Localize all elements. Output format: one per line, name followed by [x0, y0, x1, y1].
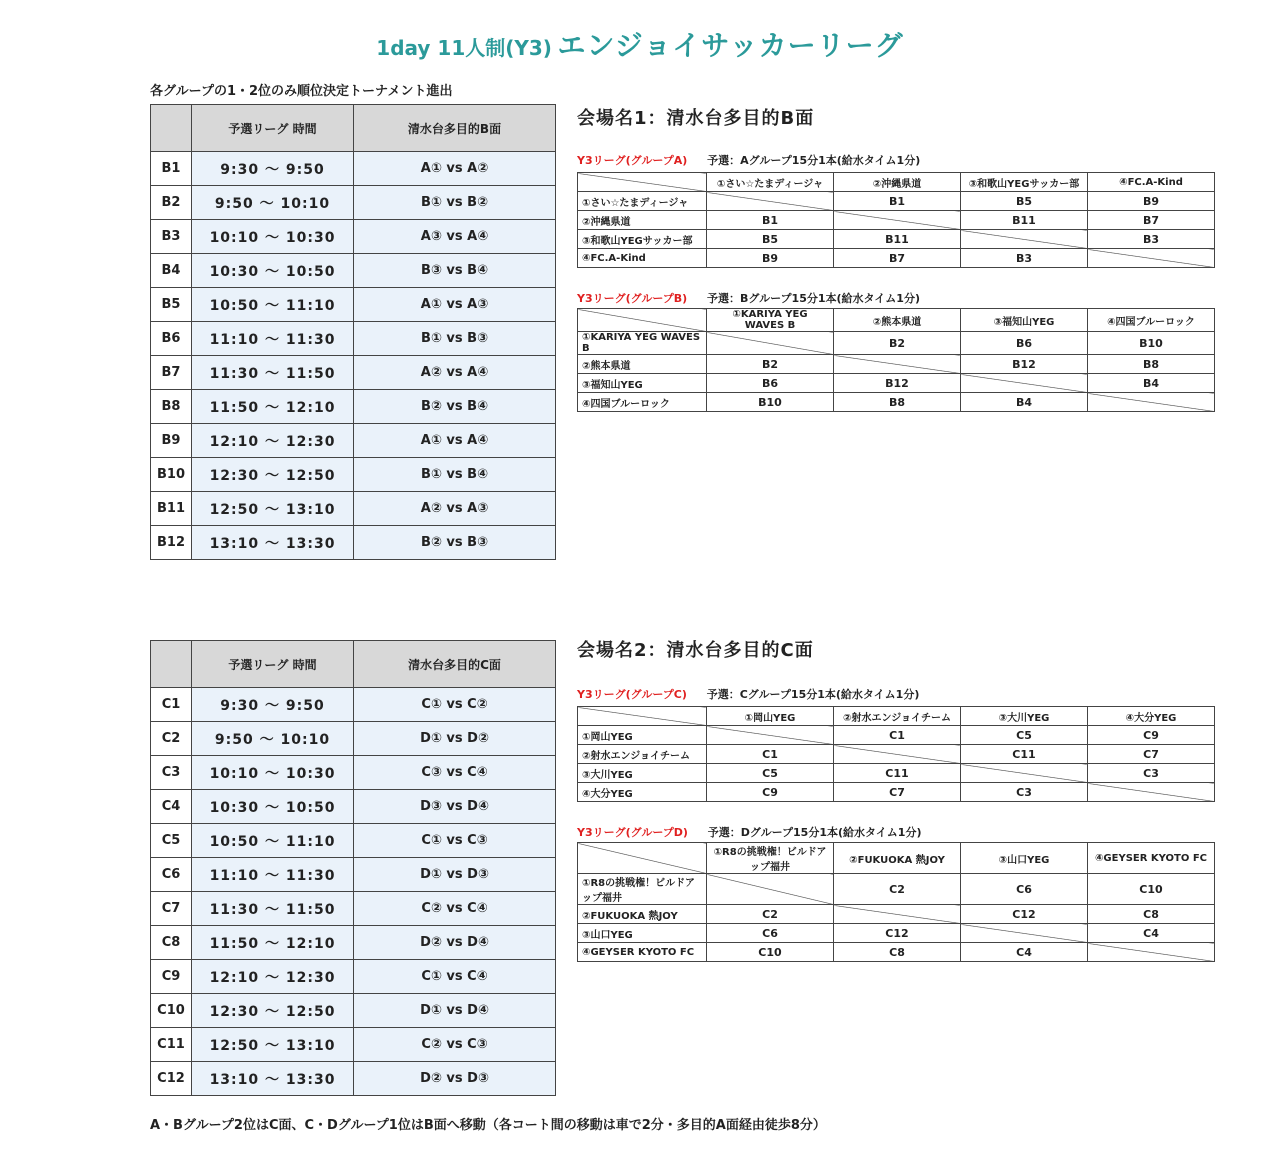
grid-self-cell	[961, 374, 1088, 393]
grid-team-row-label: ③大川YEG	[578, 764, 707, 783]
grid-match-cell: C5	[961, 726, 1088, 745]
grid-match-cell: B1	[834, 192, 961, 211]
grid-team-header: ②射水エンジョイチーム	[834, 707, 961, 726]
group-c-label	[577, 686, 919, 702]
grid-team-row-label: ②熊本県道	[578, 355, 707, 374]
match-id: B8	[151, 390, 192, 424]
grid-team-header: ④GEYSER KYOTO FC	[1088, 843, 1215, 874]
match-pairing: B① vs B④	[354, 458, 556, 492]
match-pairing: B② vs B③	[354, 526, 556, 560]
match-id: C5	[151, 824, 192, 858]
grid-team-header: ④四国ブルーロック	[1088, 309, 1215, 332]
match-id: B4	[151, 254, 192, 288]
group-d-desc: 予選：Dグループ15分1本(給水タイム1分)	[707, 826, 922, 839]
grid-match-cell: C10	[707, 943, 834, 962]
grid-match-cell: C3	[1088, 764, 1215, 783]
grid-team-header: ①岡山YEG	[707, 707, 834, 726]
header-court: 清水台多目的C面	[354, 641, 556, 688]
grid-team-header: ④FC.A-Kind	[1088, 173, 1215, 192]
grid-corner	[578, 707, 707, 726]
match-id: B5	[151, 288, 192, 322]
match-id: C10	[151, 994, 192, 1028]
header-id	[151, 105, 192, 152]
grid-match-cell: B5	[707, 230, 834, 249]
grid-self-cell	[707, 332, 834, 355]
grid-team-header: ①さい☆たまディージャ	[707, 173, 834, 192]
grid-match-cell: C11	[834, 764, 961, 783]
title-prefix: 1day 11人制(Y3)	[376, 36, 552, 60]
match-pairing: D① vs D④	[354, 994, 556, 1028]
group-a-name: Y3リーグ(グループA)	[577, 154, 688, 167]
match-time: 10:10 ～ 10:30	[192, 220, 354, 254]
grid-match-cell: B3	[961, 249, 1088, 268]
grid-team-row-label: ③山口YEG	[578, 924, 707, 943]
match-pairing: D② vs D③	[354, 1062, 556, 1096]
schedule-row	[151, 756, 556, 790]
match-pairing: D① vs D③	[354, 858, 556, 892]
grid-self-cell	[961, 230, 1088, 249]
grid-header-row	[578, 309, 1215, 332]
grid-match-cell: B3	[1088, 230, 1215, 249]
grid-row	[578, 374, 1215, 393]
grid-row	[578, 745, 1215, 764]
match-time: 9:50 ～ 10:10	[192, 722, 354, 756]
match-time: 11:50 ～ 12:10	[192, 390, 354, 424]
grid-team-header: ②熊本県道	[834, 309, 961, 332]
grid-team-row-label: ①岡山YEG	[578, 726, 707, 745]
match-time: 10:30 ～ 10:50	[192, 790, 354, 824]
match-id: B10	[151, 458, 192, 492]
grid-match-cell: C9	[1088, 726, 1215, 745]
group-b-label	[577, 290, 920, 306]
grid-header-row	[578, 173, 1215, 192]
group-d-table	[577, 842, 1215, 962]
grid-match-cell: C8	[1088, 905, 1215, 924]
schedule-row	[151, 254, 556, 288]
schedule-row	[151, 186, 556, 220]
grid-match-cell: B6	[707, 374, 834, 393]
grid-match-cell: C2	[834, 874, 961, 905]
match-pairing: B③ vs B④	[354, 254, 556, 288]
grid-row	[578, 783, 1215, 802]
grid-team-row-label: ④FC.A-Kind	[578, 249, 707, 268]
match-id: C8	[151, 926, 192, 960]
grid-team-header: ①KARIYA YEG WAVES B	[707, 309, 834, 332]
match-pairing: D① vs D②	[354, 722, 556, 756]
match-id: C1	[151, 688, 192, 722]
grid-match-cell: C12	[834, 924, 961, 943]
match-time: 12:50 ～ 13:10	[192, 1028, 354, 1062]
match-pairing: A③ vs A④	[354, 220, 556, 254]
group-a-desc: 予選：Aグループ15分1本(給水タイム1分)	[707, 154, 921, 167]
header-time: 予選リーグ 時間	[192, 641, 354, 688]
grid-self-cell	[707, 874, 834, 905]
grid-match-cell: B8	[834, 393, 961, 412]
group-a-label	[577, 152, 920, 168]
grid-row	[578, 355, 1215, 374]
grid-row	[578, 332, 1215, 355]
schedule-row	[151, 492, 556, 526]
schedule-row	[151, 152, 556, 186]
grid-match-cell: C12	[961, 905, 1088, 924]
match-pairing: C② vs C③	[354, 1028, 556, 1062]
schedule-row	[151, 994, 556, 1028]
match-id: B1	[151, 152, 192, 186]
grid-match-cell: B10	[707, 393, 834, 412]
group-d-name: Y3リーグ(グループD)	[577, 826, 688, 839]
match-pairing: C① vs C②	[354, 688, 556, 722]
match-time: 11:30 ～ 11:50	[192, 892, 354, 926]
grid-row	[578, 924, 1215, 943]
schedule-row	[151, 356, 556, 390]
header-id	[151, 641, 192, 688]
grid-header-row	[578, 707, 1215, 726]
schedule-row	[151, 424, 556, 458]
schedule-row	[151, 722, 556, 756]
grid-row	[578, 192, 1215, 211]
grid-self-cell	[1088, 783, 1215, 802]
group-c-desc: 予選：Cグループ15分1本(給水タイム1分)	[706, 688, 920, 701]
match-pairing: B① vs B③	[354, 322, 556, 356]
grid-team-header: ③和歌山YEGサッカー部	[961, 173, 1088, 192]
match-time: 10:50 ～ 11:10	[192, 824, 354, 858]
grid-match-cell: B12	[961, 355, 1088, 374]
grid-team-header: ③山口YEG	[961, 843, 1088, 874]
grid-match-cell: C11	[961, 745, 1088, 764]
schedule-row	[151, 1028, 556, 1062]
note-bottom: A・Bグループ2位はC面、C・Dグループ1位はB面へ移動（各コート間の移動は車で2分・多目的A面経由徒歩8分）	[150, 1118, 826, 1133]
match-pairing: D② vs D④	[354, 926, 556, 960]
grid-match-cell: B8	[1088, 355, 1215, 374]
grid-match-cell: B4	[961, 393, 1088, 412]
grid-row	[578, 249, 1215, 268]
grid-team-row-label: ①R8の挑戦権！ビルドアップ福井	[578, 874, 707, 905]
match-time: 12:30 ～ 12:50	[192, 994, 354, 1028]
match-pairing: C① vs C③	[354, 824, 556, 858]
grid-header-row	[578, 843, 1215, 874]
grid-team-header: ③大川YEG	[961, 707, 1088, 726]
venue-title-1: 会場名1：清水台多目的B面	[577, 108, 815, 129]
match-pairing: A① vs A②	[354, 152, 556, 186]
grid-corner	[578, 843, 707, 874]
grid-self-cell	[834, 355, 961, 374]
schedule-row	[151, 390, 556, 424]
grid-self-cell	[707, 726, 834, 745]
schedule-row	[151, 688, 556, 722]
grid-corner	[578, 309, 707, 332]
schedule-row	[151, 526, 556, 560]
grid-team-row-label: ②沖縄県道	[578, 211, 707, 230]
schedule-row	[151, 858, 556, 892]
grid-match-cell: C2	[707, 905, 834, 924]
grid-team-row-label: ④大分YEG	[578, 783, 707, 802]
match-pairing: A② vs A③	[354, 492, 556, 526]
grid-match-cell: B11	[834, 230, 961, 249]
grid-team-row-label: ④四国ブルーロック	[578, 393, 707, 412]
match-time: 11:10 ～ 11:30	[192, 858, 354, 892]
match-id: B9	[151, 424, 192, 458]
grid-match-cell: B2	[834, 332, 961, 355]
grid-match-cell: C9	[707, 783, 834, 802]
group-c-table	[577, 706, 1215, 802]
grid-match-cell: C7	[834, 783, 961, 802]
grid-self-cell	[834, 745, 961, 764]
schedule-row	[151, 790, 556, 824]
grid-match-cell: C8	[834, 943, 961, 962]
match-pairing: C② vs C④	[354, 892, 556, 926]
match-time: 11:30 ～ 11:50	[192, 356, 354, 390]
schedule-row	[151, 1062, 556, 1096]
match-id: C6	[151, 858, 192, 892]
group-a-table	[577, 172, 1215, 268]
grid-team-row-label: ④GEYSER KYOTO FC	[578, 943, 707, 962]
match-pairing: A② vs A④	[354, 356, 556, 390]
match-time: 12:30 ～ 12:50	[192, 458, 354, 492]
grid-team-row-label: ①KARIYA YEG WAVES B	[578, 332, 707, 355]
match-id: B2	[151, 186, 192, 220]
match-id: C7	[151, 892, 192, 926]
page-title	[0, 24, 1280, 64]
group-d-label	[577, 824, 921, 840]
match-pairing: B① vs B②	[354, 186, 556, 220]
grid-match-cell: B6	[961, 332, 1088, 355]
schedule-table-b	[150, 104, 556, 560]
grid-match-cell: B4	[1088, 374, 1215, 393]
header-court: 清水台多目的B面	[354, 105, 556, 152]
match-id: B7	[151, 356, 192, 390]
grid-match-cell: B5	[961, 192, 1088, 211]
grid-match-cell: C10	[1088, 874, 1215, 905]
grid-team-row-label: ③福知山YEG	[578, 374, 707, 393]
schedule-row	[151, 926, 556, 960]
match-id: B12	[151, 526, 192, 560]
schedule-row	[151, 288, 556, 322]
grid-self-cell	[707, 192, 834, 211]
grid-team-header: ④大分YEG	[1088, 707, 1215, 726]
match-id: C11	[151, 1028, 192, 1062]
match-time: 11:10 ～ 11:30	[192, 322, 354, 356]
grid-match-cell: C5	[707, 764, 834, 783]
grid-match-cell: B1	[707, 211, 834, 230]
grid-team-row-label: ②射水エンジョイチーム	[578, 745, 707, 764]
grid-corner	[578, 173, 707, 192]
note-top: 各グループの1・2位のみ順位決定トーナメント進出	[150, 84, 453, 99]
match-time: 9:30 ～ 9:50	[192, 688, 354, 722]
grid-match-cell: C1	[707, 745, 834, 764]
grid-team-row-label: ③和歌山YEGサッカー部	[578, 230, 707, 249]
grid-self-cell	[1088, 249, 1215, 268]
match-time: 10:30 ～ 10:50	[192, 254, 354, 288]
grid-self-cell	[1088, 393, 1215, 412]
grid-match-cell: C3	[961, 783, 1088, 802]
match-id: C12	[151, 1062, 192, 1096]
match-time: 13:10 ～ 13:30	[192, 1062, 354, 1096]
grid-row	[578, 943, 1215, 962]
match-pairing: A① vs A③	[354, 288, 556, 322]
match-id: B3	[151, 220, 192, 254]
grid-match-cell: B12	[834, 374, 961, 393]
grid-match-cell: C6	[707, 924, 834, 943]
match-time: 10:50 ～ 11:10	[192, 288, 354, 322]
match-time: 10:10 ～ 10:30	[192, 756, 354, 790]
match-time: 9:30 ～ 9:50	[192, 152, 354, 186]
match-pairing: B② vs B④	[354, 390, 556, 424]
grid-row	[578, 764, 1215, 783]
grid-team-header: ③福知山YEG	[961, 309, 1088, 332]
schedule-row	[151, 322, 556, 356]
grid-team-header: ②沖縄県道	[834, 173, 961, 192]
match-pairing: A① vs A④	[354, 424, 556, 458]
match-id: C2	[151, 722, 192, 756]
match-time: 12:50 ～ 13:10	[192, 492, 354, 526]
grid-match-cell: B10	[1088, 332, 1215, 355]
grid-match-cell: C6	[961, 874, 1088, 905]
grid-match-cell: C4	[1088, 924, 1215, 943]
title-main: エンジョイサッカーリーグ	[557, 29, 904, 62]
grid-match-cell: B2	[707, 355, 834, 374]
match-pairing: C③ vs C④	[354, 756, 556, 790]
grid-match-cell: B7	[1088, 211, 1215, 230]
grid-row	[578, 393, 1215, 412]
grid-match-cell: B7	[834, 249, 961, 268]
grid-team-header: ①R8の挑戦権！ビルドアップ福井	[707, 843, 834, 874]
match-pairing: D③ vs D④	[354, 790, 556, 824]
grid-team-row-label: ②FUKUOKA 熱JOY	[578, 905, 707, 924]
grid-match-cell: B9	[707, 249, 834, 268]
grid-self-cell	[961, 764, 1088, 783]
grid-self-cell	[1088, 943, 1215, 962]
grid-self-cell	[961, 924, 1088, 943]
grid-row	[578, 230, 1215, 249]
match-time: 12:10 ～ 12:30	[192, 424, 354, 458]
match-id: B6	[151, 322, 192, 356]
grid-row	[578, 905, 1215, 924]
group-b-name: Y3リーグ(グループB)	[577, 292, 688, 305]
grid-self-cell	[834, 211, 961, 230]
match-id: C3	[151, 756, 192, 790]
schedule-row	[151, 824, 556, 858]
grid-match-cell: B9	[1088, 192, 1215, 211]
header-time: 予選リーグ 時間	[192, 105, 354, 152]
grid-match-cell: C4	[961, 943, 1088, 962]
schedule-row	[151, 458, 556, 492]
schedule-table-c	[150, 640, 556, 1096]
grid-match-cell: C1	[834, 726, 961, 745]
group-c-name: Y3リーグ(グループC)	[577, 688, 687, 701]
schedule-row	[151, 892, 556, 926]
grid-row	[578, 874, 1215, 905]
grid-self-cell	[834, 905, 961, 924]
match-id: C9	[151, 960, 192, 994]
group-b-table	[577, 308, 1215, 412]
match-time: 11:50 ～ 12:10	[192, 926, 354, 960]
grid-row	[578, 726, 1215, 745]
grid-match-cell: B11	[961, 211, 1088, 230]
match-time: 12:10 ～ 12:30	[192, 960, 354, 994]
schedule-row	[151, 960, 556, 994]
grid-row	[578, 211, 1215, 230]
venue-title-2: 会場名2：清水台多目的C面	[577, 640, 814, 661]
grid-team-row-label: ①さい☆たまディージャ	[578, 192, 707, 211]
match-id: C4	[151, 790, 192, 824]
match-time: 13:10 ～ 13:30	[192, 526, 354, 560]
match-id: B11	[151, 492, 192, 526]
match-time: 9:50 ～ 10:10	[192, 186, 354, 220]
match-pairing: C① vs C④	[354, 960, 556, 994]
group-b-desc: 予選：Bグループ15分1本(給水タイム1分)	[707, 292, 920, 305]
grid-team-header: ②FUKUOKA 熱JOY	[834, 843, 961, 874]
schedule-row	[151, 220, 556, 254]
grid-match-cell: C7	[1088, 745, 1215, 764]
